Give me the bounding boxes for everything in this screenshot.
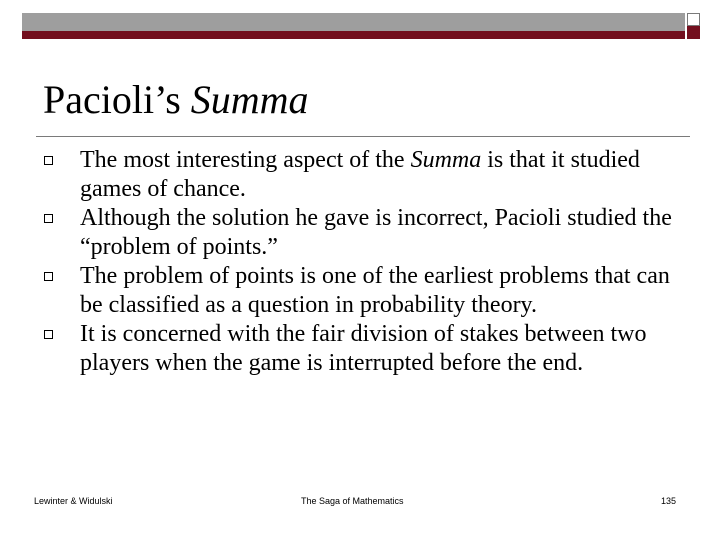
bullet-text-before: The most interesting aspect of the — [80, 147, 411, 173]
slide-title-italic: Summa — [190, 77, 309, 122]
footer-book-title: The Saga of Mathematics — [301, 496, 404, 506]
header-maroon-strip — [22, 31, 685, 39]
hollow-square-bullet-icon — [44, 214, 53, 223]
bullet-text: Although the solution he gave is incorrect, Pacioli studied the “problem of points.” — [80, 205, 672, 260]
bullet-text-emphasis: Summa — [410, 147, 482, 173]
header-corner-box — [687, 13, 700, 26]
footer-authors: Lewinter & Widulski — [34, 496, 113, 506]
hollow-square-bullet-icon — [44, 156, 53, 165]
hollow-square-bullet-icon — [44, 272, 53, 281]
title-divider — [36, 136, 690, 137]
bullet-item — [40, 320, 690, 378]
hollow-square-bullet-icon — [44, 330, 53, 339]
header-corner-square — [687, 26, 700, 39]
slide-title-plain: Pacioli’s — [43, 77, 191, 122]
bullet-text: It is concerned with the fair division of stakes between two players when the game is interrupted before the end. — [80, 321, 647, 376]
header-gray-strip — [22, 13, 685, 31]
bullet-text-after: is that it studied games of chance. — [80, 147, 640, 202]
bullet-text — [80, 147, 640, 202]
footer-page-number: 135 — [661, 496, 677, 506]
bullet-list — [40, 146, 690, 378]
bullet-item — [40, 262, 690, 320]
bullet-item — [40, 204, 690, 262]
slide-title — [43, 76, 309, 124]
bullet-text: The problem of points is one of the earliest problems that can be classified as a question in probability theory. — [80, 263, 670, 318]
bullet-item — [40, 146, 690, 204]
